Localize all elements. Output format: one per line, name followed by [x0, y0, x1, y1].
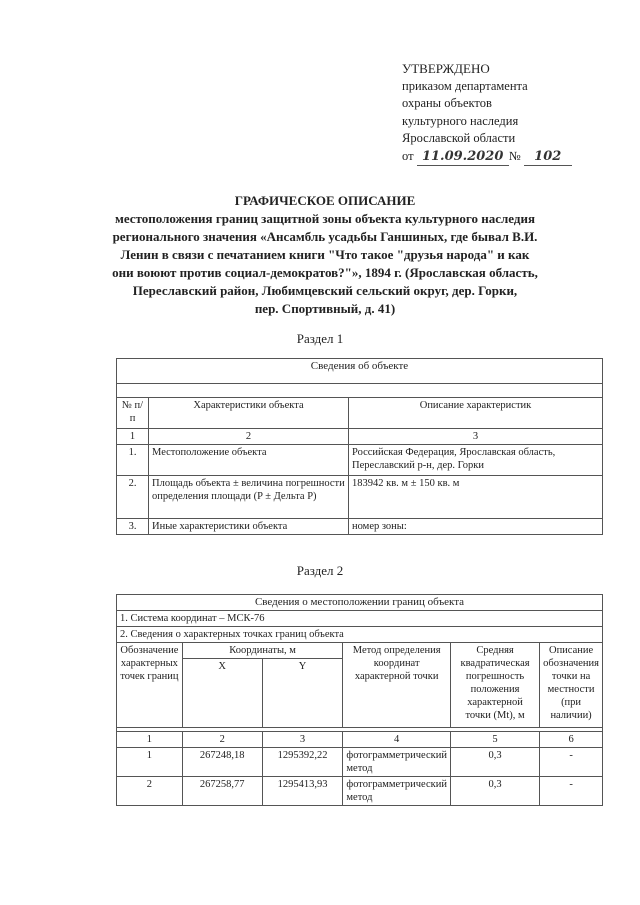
coord-y: 1295413,93: [262, 777, 343, 806]
handwritten-date: 11.09.2020: [417, 148, 509, 167]
method: фотограмметрический метод: [343, 748, 451, 777]
title-main: ГРАФИЧЕСКОЕ ОПИСАНИЕ: [234, 193, 416, 208]
column-number: 2: [149, 429, 349, 445]
table-row: [117, 476, 603, 519]
table-row: [117, 777, 603, 806]
title-line: они воюют против социал-демократов?"», 1894 г. (Ярославская область,: [112, 265, 538, 280]
table-row: [117, 445, 603, 476]
row-number: 1.: [117, 445, 149, 476]
document-title: [90, 192, 560, 318]
column-number: 3: [349, 429, 603, 445]
table-title: Сведения об объекте: [117, 359, 603, 384]
column-header: Описание обозначения точки на местности (при наличии): [540, 643, 603, 728]
column-header: X: [182, 659, 262, 728]
row-number: 2.: [117, 476, 149, 519]
object-info-table: [116, 358, 603, 535]
spacer-row: [117, 384, 603, 398]
section-1-heading: Раздел 1: [296, 331, 344, 346]
characteristic: Местоположение объекта: [149, 445, 349, 476]
column-number: 1: [117, 429, 149, 445]
title-line: местоположения границ защитной зоны объекта культурного наследия: [114, 211, 536, 226]
column-header: Y: [262, 659, 343, 728]
point-designation: 1: [117, 748, 183, 777]
table-title: Сведения о местоположении границ объекта: [117, 595, 603, 611]
characteristic: Площадь объекта ± величина погрешности определения площади (P ± Дельта P): [149, 476, 349, 519]
point-description: -: [540, 748, 603, 777]
error: 0,3: [450, 777, 539, 806]
column-header: Метод определения координат характерной точки: [343, 643, 451, 728]
number-label: №: [508, 148, 521, 163]
column-header: Средняя квадратическая погрешность положения характерной точки (Mt), м: [450, 643, 539, 728]
row-number: 3.: [117, 519, 149, 535]
boundary-table: [116, 594, 603, 806]
coord-x: 267248,18: [182, 748, 262, 777]
title-line: регионального значения «Ансамбль усадьбы Ганшиных, где бывал В.И.: [112, 229, 538, 244]
description: номер зоны:: [349, 519, 603, 535]
approval-date-line: [402, 148, 612, 167]
points-info: 2. Сведения о характерных точках границ объекта: [117, 627, 603, 643]
approval-line: приказом департамента: [402, 78, 528, 93]
point-description: -: [540, 777, 603, 806]
column-number: 2: [182, 732, 262, 748]
approval-heading: УТВЕРЖДЕНО: [402, 61, 490, 76]
column-number: 5: [450, 732, 539, 748]
approval-line: охраны объектов: [402, 96, 492, 110]
approval-line: культурного наследия: [402, 113, 519, 128]
column-header: Описание характеристик: [349, 398, 603, 429]
characteristic: Иные характеристики объекта: [149, 519, 349, 535]
table-row: [117, 519, 603, 535]
method: фотограмметрический метод: [343, 777, 451, 806]
title-line: пер. Спортивный, д. 41): [254, 301, 396, 316]
error: 0,3: [450, 748, 539, 777]
coord-x: 267258,77: [182, 777, 262, 806]
point-designation: 2: [117, 777, 183, 806]
description: 183942 кв. м ± 150 кв. м: [349, 476, 603, 519]
column-number: 6: [540, 732, 603, 748]
column-header: Обозначение характерных точек границ: [117, 643, 183, 728]
column-header: № п/п: [117, 398, 149, 429]
from-label: от: [402, 148, 414, 163]
section-2-heading: Раздел 2: [296, 563, 344, 578]
handwritten-number: 102: [524, 148, 572, 167]
column-number: 3: [262, 732, 343, 748]
title-line: Ленин в связи с печатанием книги "Что такое "друзья народа" и как: [120, 247, 530, 262]
coord-y: 1295392,22: [262, 748, 343, 777]
column-number: 4: [343, 732, 451, 748]
description: Российская Федерация, Ярославская область, Переславский р-н, дер. Горки: [349, 445, 603, 476]
column-header: Характеристики объекта: [149, 398, 349, 429]
table-row: [117, 748, 603, 777]
column-number: 1: [117, 732, 183, 748]
title-line: Переславский район, Любимцевский сельский округ, дер. Горки,: [132, 283, 518, 298]
coordinate-system: 1. Система координат – МСК-76: [117, 611, 603, 627]
column-header: Координаты, м: [182, 643, 343, 659]
approval-stamp: [402, 60, 612, 166]
approval-line: Ярославской области: [402, 131, 516, 145]
